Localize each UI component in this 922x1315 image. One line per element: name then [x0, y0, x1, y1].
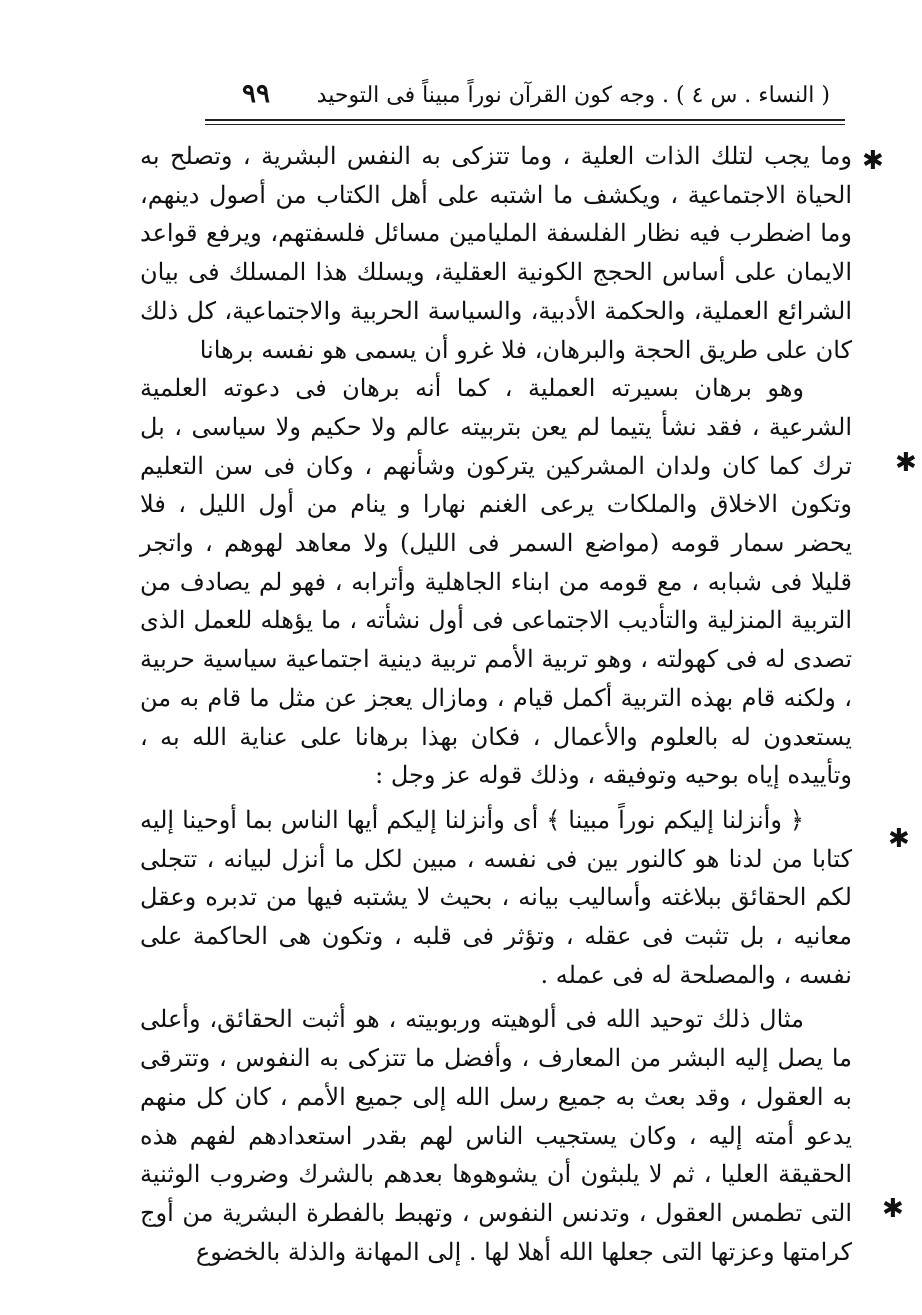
paragraph-4: مثال ذلك توحيد الله فى ألوهيته وربوبيته ، هو أثبت الحقائق، وأعلى ما يصل إليه البشر من المعارف ، وأفضل ما تتزكى به النفوس ، وتترقى به العقول ، وقد بعث به جميع رسل الله إلى جميع الأمم ، كان كل منهم يدعو أمته إليه ، وكان يستجيب الناس لهم بقدر استعدادهم لفهم هذه الحقيقة العليا ، ثم لا يلبثون أن يشوهوها بعدهم بالشرك وضروب الوثنية التى تطمس العقول ، وتدنس النفوس ، وتهبط بالفطرة البشرية من أوج كرامتها وعزتها التى جعلها الله أهلا لها . إلى المهانة والذلة بالخضوع	[140, 1005, 852, 1266]
margin-marker-icon: ✱	[862, 146, 884, 176]
margin-marker-icon: ✱	[888, 824, 910, 854]
body-text	[140, 137, 852, 1271]
header-rule-thick	[205, 119, 845, 121]
margin-marker-icon: ✱	[895, 448, 917, 478]
margin-marker-icon: ✱	[882, 1194, 904, 1224]
header-rule-thin	[205, 124, 845, 125]
page-header	[200, 78, 830, 114]
paragraph-3: ﴿ وأنزلنا إليكم نوراً مبينا ﴾ أى وأنزلنا إليكم أيها الناس بما أوحينا إليه كتابا من لدنا هو كالنور بين فى نفسه ، مبين لكل ما أنزل لبيانه ، تتجلى لكم الحقائق ببلاغته وأساليب بيانه ، بحيث لا يشتبه فيها من تدبره وعقل معانيه ، بل تثبت فى عقله ، وتؤثر فى قلبه ، وتكون هى الحاكمة على نفسه ، والمصلحة له فى عمله .	[140, 805, 853, 989]
page-number: ٩٩	[242, 79, 270, 109]
running-title: ( النساء . س ٤ ) . وجه كون القرآن نوراً مبيناً فى التوحيد	[316, 83, 830, 108]
paragraph-1: وما يجب لتلك الذات العلية ، وما تتزكى به النفس البشرية ، وتصلح به الحياة الاجتماعية ، ويكشف ما اشتبه على أهل الكتاب من أصول دينهم، وما اضطرب فيه نظار الفلسفة المليامين مسائل فلسفتهم، ويرفع قواعد الايمان على أساس الحجج الكونية العقلية، ويسلك هذا المسلك فى بيان الشرائع العملية، والحكمة الأدبية، والسياسة الحربية والاجتماعية، كل ذلك كان على طريق الحجة والبرهان، فلا غرو أن يسمى هو نفسه برهانا	[140, 142, 852, 364]
paragraph-2: وهو برهان بسيرته العملية ، كما أنه برهان فى دعوته العلمية الشرعية ، فقد نشأ يتيما لم يعن بتربيته عالم ولا حكيم ولا سياسى ، بل ترك كما كان ولدان المشركين يتركون وشأنهم ، وكان فى سن التعليم وتكون الاخلاق والملكات يرعى الغنم نهارا و ينام من أول الليل ، فلا يحضر سمار قومه (مواضع السمر فى الليل) ولا معاهد لهوهم ، واتجر قليلا فى شبابه ، مع قومه من ابناء الجاهلية وأترابه ، فهو لم يصادف من التربية المنزلية والتأديب الاجتماعى فى أول نشأته ، ما يؤهله للعمل الذى تصدى له فى كهولته ، وهو تربية الأمم تربية دينية اجتماعية سياسية حربية ، ولكنه قام بهذه التربية أكمل قيام ، ومازال يعجز عن مثل ما قام به من يستعدون له بالعلوم والأعمال ، فكان بهذا برهانا على عناية الله به ، وتأييده إياه بوحيه وتوفيقه ، وذلك قوله عز وجل :	[140, 374, 852, 790]
